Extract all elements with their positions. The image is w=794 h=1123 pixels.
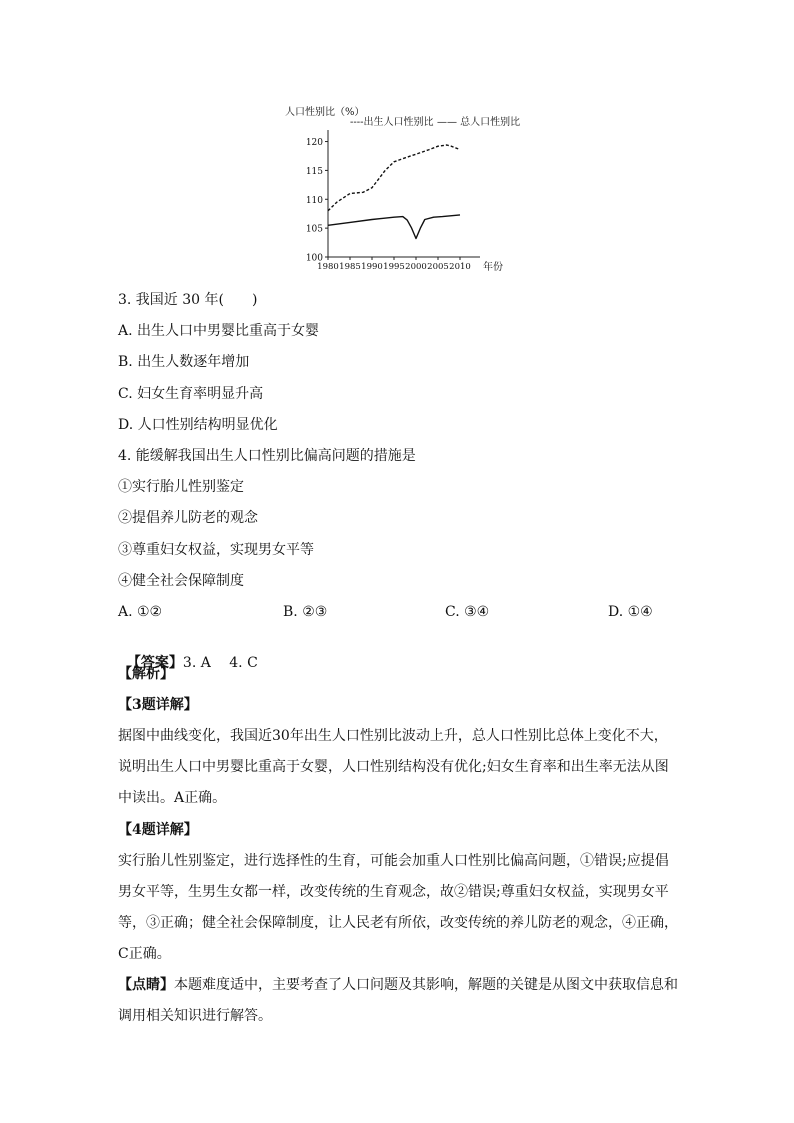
y-tick-label: 115 (305, 166, 323, 177)
answer-label: 【答案】 (126, 655, 183, 671)
q4-option-c: C. ③④ (445, 604, 490, 620)
x-axis-label: 年份 (483, 262, 503, 273)
q4-statement-3: ③尊重妇女权益，实现男女平等 (118, 542, 314, 558)
q4-option-a: A. ①② (118, 604, 163, 620)
comment-text: 本题难度适中，主要考查了人口问题及其影响，解题的关键是从图文中获取信息和调用相关知识进行解答。 (118, 977, 678, 1024)
legend-total-ratio: —— 总人口性别比 (437, 117, 520, 128)
q4-option-b: B. ②③ (283, 604, 328, 620)
y-tick-label: 105 (305, 224, 323, 235)
y-tick-label: 110 (305, 195, 323, 206)
q4-stem: 4. 能缓解我国出生人口性别比偏高问题的措施是 (118, 448, 416, 464)
chart-series (328, 145, 460, 239)
detail4-text: 实行胎儿性别鉴定，进行选择性的生育，可能会加重人口性别比偏高问题，①错误;应提倡男女平等，生男生女都一样，改变传统的生育观念，故②错误;尊重妇女权益，实现男女平等，③正确；健全社会保障制度，让人民老有所依，改变传统的养儿防老的观念，④正确，C正确。 (118, 853, 678, 962)
q4-statement-2: ②提倡养儿防老的观念 (118, 510, 258, 526)
q3-stem: 3. 我国近 30 年( ) (118, 292, 258, 308)
chart-ticks (306, 138, 471, 272)
detail4-label: 【4题详解】 (118, 822, 198, 838)
comment-block (118, 970, 680, 1032)
detail3-label: 【3题详解】 (118, 697, 198, 713)
x-tick-label: 2005 (427, 262, 449, 272)
q3-option-b: B. 出生人数逐年增加 (118, 354, 250, 370)
birth-sex-ratio-line (328, 145, 460, 211)
q3-option-d: D. 人口性别结构明显优化 (118, 417, 278, 433)
y-tick-label: 120 (305, 138, 323, 149)
detail3-text: 据图中曲线变化，我国近30年出生人口性别比波动上升，总人口性别比总体上变化不大，说明出生人口中男婴比重高于女婴，人口性别结构没有优化;妇女生育率和出生率无法从图中读出。A正确。 (118, 728, 669, 806)
total-sex-ratio-line (328, 215, 460, 239)
q4-statement-1: ①实行胎儿性别鉴定 (118, 479, 244, 495)
q4-statement-4: ④健全社会保障制度 (118, 573, 244, 589)
x-tick-label: 1995 (383, 262, 405, 272)
x-tick-label: 1980 (317, 262, 339, 272)
x-tick-label: 1990 (361, 262, 383, 272)
x-tick-label: 2010 (449, 262, 471, 272)
analysis-label: 【解析】 (118, 666, 174, 682)
answer-text: 3. A 4. C (182, 655, 258, 671)
x-tick-label: 1985 (339, 262, 361, 272)
comment-label: 【点睛】 (118, 977, 174, 993)
q3-option-c: C. 妇女生育率明显升高 (118, 386, 264, 402)
q4-option-d: D. ①④ (608, 604, 653, 620)
legend-birth-ratio: ----出生人口性别比 (350, 117, 434, 128)
y-tick-label: 100 (305, 253, 323, 264)
x-tick-label: 2000 (405, 262, 427, 272)
q3-option-a: A. 出生人口中男婴比重高于女婴 (118, 323, 320, 339)
sex-ratio-line-chart (280, 100, 520, 275)
y-axis-label: 人口性别比（%） (285, 107, 365, 118)
